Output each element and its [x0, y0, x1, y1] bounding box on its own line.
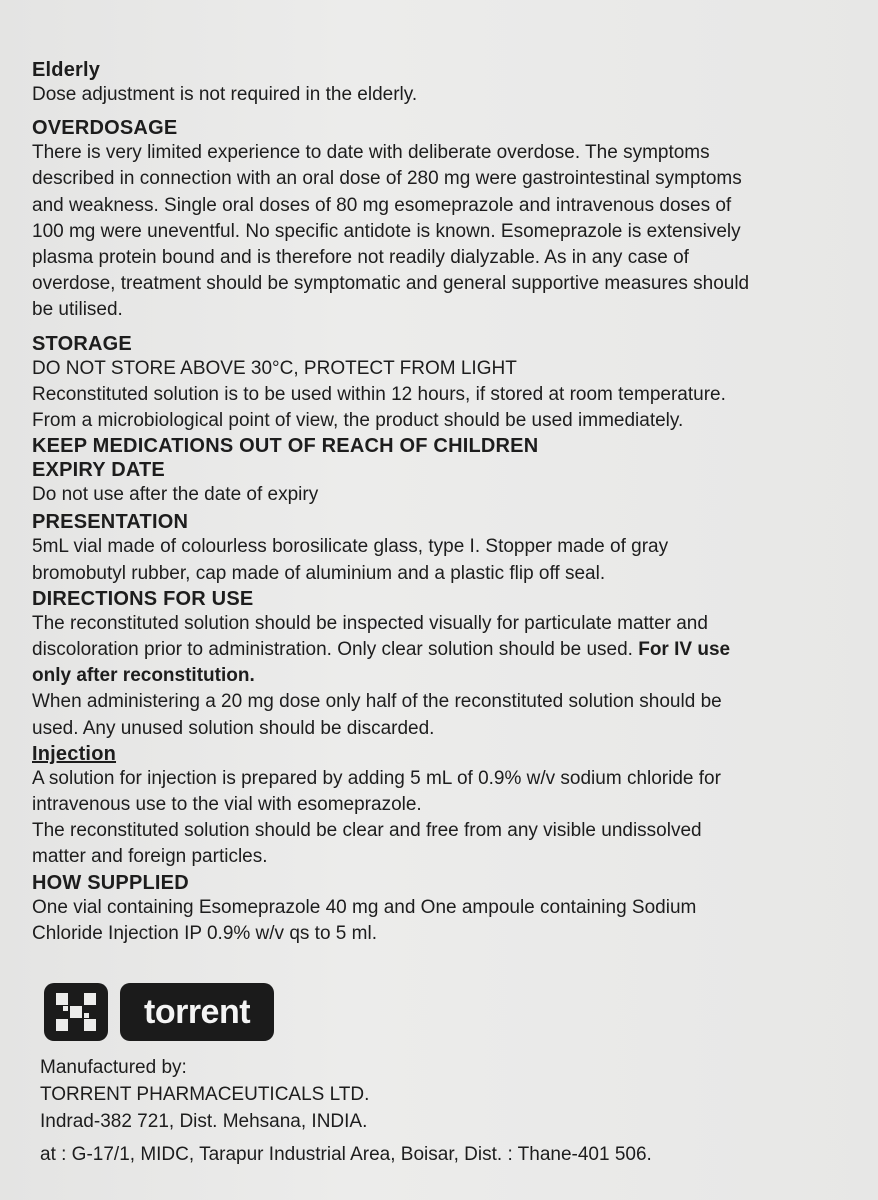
manufacturer-name: TORRENT PHARMACEUTICALS LTD. [40, 1084, 370, 1105]
overdosage-line: plasma protein bound and is therefore not readily dialyzable. As in any case of [32, 247, 689, 269]
leaflet-text [32, 58, 842, 947]
manufacturing-site: at : G-17/1, MIDC, Tarapur Industrial Area, Boisar, Dist. : Thane-401 506. [40, 1144, 652, 1165]
how-supplied-heading: HOW SUPPLIED [32, 871, 189, 894]
overdosage-line: There is very limited experience to date with deliberate overdose. The symptoms [32, 142, 710, 164]
expiry-heading: EXPIRY DATE [32, 459, 165, 482]
storage-line: From a microbiological point of view, the product should be used immediately. [32, 410, 684, 432]
elderly-text: Dose adjustment is not required in the elderly. [32, 84, 418, 105]
section-how-supplied [32, 871, 842, 947]
presentation-line: 5mL vial made of colourless borosilicate glass, type I. Stopper made of gray [32, 536, 669, 558]
overdosage-line: and weakness. Single oral doses of 80 mg esomeprazole and intravenous doses of [32, 194, 732, 216]
manufacturer-block [40, 1054, 840, 1168]
injection-heading: Injection [32, 742, 117, 765]
elderly-heading: Elderly [32, 59, 101, 81]
expiry-text: Do not use after the date of expiry [32, 484, 319, 506]
injection-line: A solution for injection is prepared by adding 5 mL of 0.9% w/v sodium chloride for [32, 767, 721, 789]
keep-away-warning: KEEP MEDICATIONS OUT OF REACH OF CHILDREN [32, 435, 539, 458]
reconstitution-note: only after reconstitution. [32, 665, 255, 687]
overdosage-line: described in connection with an oral dose of 280 mg were gastrointestinal symptoms [32, 168, 742, 190]
torrent-wordmark: torrent [120, 983, 274, 1041]
section-expiry [32, 458, 842, 508]
how-supplied-line: Chloride Injection IP 0.9% w/v qs to 5 ml. [32, 922, 377, 944]
overdosage-line: 100 mg were uneventful. No specific antidote is known. Esomeprazole is extensively [32, 220, 741, 242]
injection-line: The reconstituted solution should be clear and free from any visible undissolved [32, 820, 702, 842]
section-directions [32, 587, 842, 742]
directions-line-text: discoloration prior to administration. Only clear solution should be used. [32, 639, 639, 661]
presentation-heading: PRESENTATION [32, 511, 189, 534]
torrent-logo-icon [44, 983, 108, 1041]
directions-heading: DIRECTIONS FOR USE [32, 587, 254, 610]
section-elderly [32, 58, 842, 108]
directions-line [32, 637, 842, 663]
section-presentation [32, 510, 842, 586]
section-injection [32, 742, 842, 871]
storage-line: Reconstituted solution is to be used within 12 hours, if stored at room temperature. [32, 383, 726, 405]
presentation-line: bromobutyl rubber, cap made of aluminium and a plastic flip off seal. [32, 562, 606, 584]
overdosage-line: be utilised. [32, 299, 123, 321]
storage-line: DO NOT STORE ABOVE 30°C, PROTECT FROM LIGHT [32, 357, 517, 379]
overdosage-heading: OVERDOSAGE [32, 117, 178, 140]
iv-use-note: For IV use [638, 639, 731, 661]
injection-line: intravenous use to the vial with esomeprazole. [32, 794, 422, 816]
directions-line: When administering a 20 mg dose only half of the reconstituted solution should be [32, 691, 722, 713]
manufacturer-address: Indrad-382 721, Dist. Mehsana, INDIA. [40, 1111, 368, 1132]
torrent-logo [44, 982, 274, 1042]
directions-line: used. Any unused solution should be discarded. [32, 717, 435, 739]
directions-line: The reconstituted solution should be inspected visually for particulate matter and [32, 612, 708, 634]
how-supplied-line: One vial containing Esomeprazole 40 mg and One ampoule containing Sodium [32, 896, 697, 918]
section-overdosage [32, 116, 842, 323]
overdosage-line: overdose, treatment should be symptomatic and general supportive measures should [32, 273, 750, 295]
storage-heading: STORAGE [32, 332, 132, 355]
section-storage [32, 332, 842, 435]
injection-line: matter and foreign particles. [32, 846, 268, 868]
manufacturer-label: Manufactured by: [40, 1057, 187, 1078]
